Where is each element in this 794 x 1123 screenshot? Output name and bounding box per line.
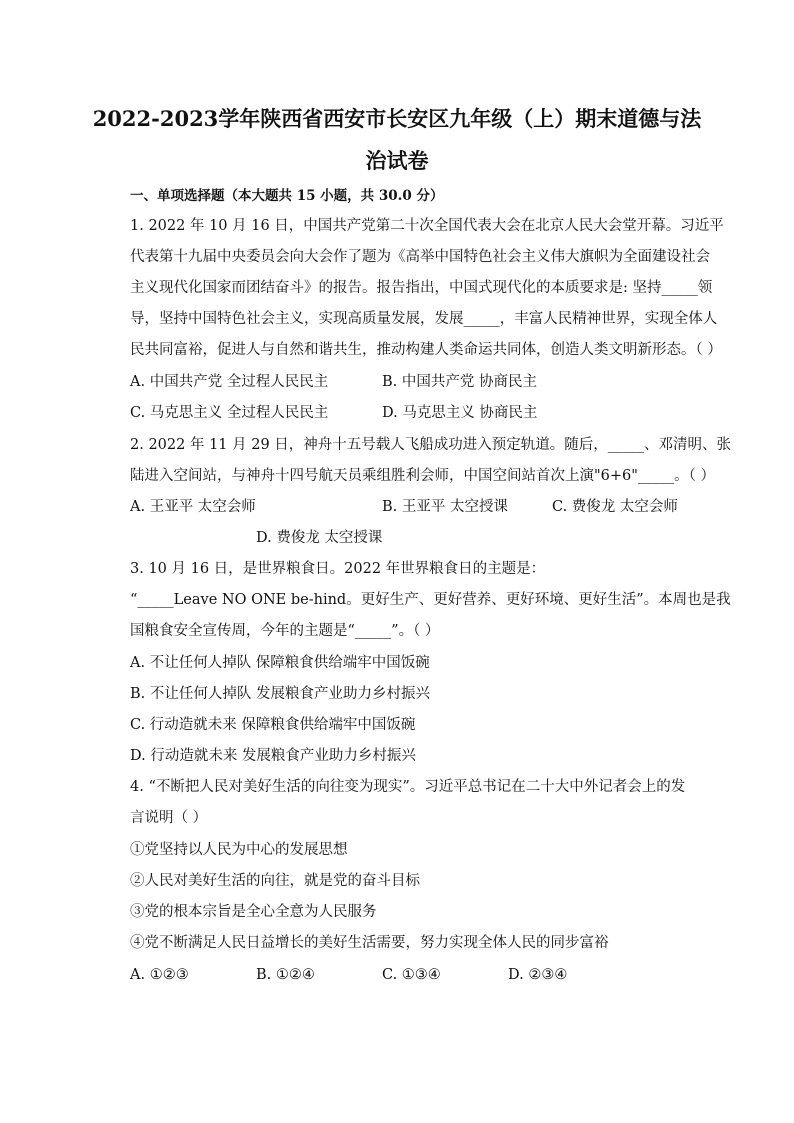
q2-option-c: C. 费俊龙 太空会师 [552, 499, 678, 515]
q3-option-b: B. 不让任何人掉队 发展粮食产业助力乡村振兴 [130, 686, 430, 702]
q2-option-d: D. 费俊龙 太空授课 [256, 530, 383, 546]
q1-option-a: A. 中国共产党 全过程人民民主 [130, 374, 329, 390]
q1-line: 主义现代化国家而团结奋斗》的报告。报告指出，中国式现代化的本质要求是: 坚持_____领 [130, 280, 713, 296]
exam-title-line1: 2022-2023学年陕西省西安市长安区九年级（上）期末道德与法 [92, 106, 702, 131]
q3-option-c: C. 行动造就未来 保障粮食供给端牢中国饭碗 [130, 717, 416, 733]
q1-line: 导，坚持中国特色社会主义，实现高质量发展，发展_____，丰富人民精神世界，实现全体人 [130, 311, 718, 327]
q4-statement: ①党坚持以人民为中心的发展思想 [130, 842, 348, 858]
q2-line: 陆进入空间站，与神舟十四号航天员乘组胜利会师，中国空间站首次上演"6+6"_____。（ ） [130, 468, 716, 484]
q1-option-b: B. 中国共产党 协商民主 [382, 374, 537, 390]
q3-line: 国粮食安全宣传周，今年的主题是“_____”。（ ） [130, 623, 440, 639]
q2-option-b: B. 王亚平 太空授课 [382, 499, 508, 515]
q4-line: 言说明（ ） [130, 810, 208, 826]
q3-option-d: D. 行动造就未来 发展粮食产业助力乡村振兴 [130, 748, 416, 764]
q4-statement: ③党的根本宗旨是全心全意为人民服务 [130, 904, 377, 920]
q4-option-b: B. ①②④ [256, 967, 315, 983]
q4-option-d: D. ②③④ [508, 967, 568, 983]
q4-option-c: C. ①③④ [382, 967, 441, 983]
exam-title-line2: 治试卷 [365, 148, 429, 173]
q1-option-d: D. 马克思主义 协商民主 [382, 405, 538, 421]
q4-statement: ④党不断满足人民日益增长的美好生活需要，努力实现全体人民的同步富裕 [130, 935, 609, 951]
q4-option-a: A. ①②③ [130, 967, 189, 983]
q1-line: 代表第十九届中央委员会向大会作了题为《高举中国特色社会主义伟大旗帜为全面建设社会 [130, 249, 710, 265]
q3-line: 3. 10 月 16 日，是世界粮食日。2022 年世界粮食日的主题是： [130, 561, 546, 577]
q2-option-a: A. 王亚平 太空会师 [130, 499, 256, 515]
q3-line: “_____Leave NO ONE be-hind。更好生产、更好营养、更好环境、更好生活”。本周也是我 [130, 592, 731, 608]
q4-statement: ②人民对美好生活的向往，就是党的奋斗目标 [130, 873, 420, 889]
q1-line: 1. 2022 年 10 月 16 日，中国共产党第二十次全国代表大会在北京人民大会堂开幕。习近平 [130, 218, 724, 234]
section-heading: 一、单项选择题（本大题共 15 小题，共 30.0 分） [130, 188, 444, 204]
q2-line: 2. 2022 年 11 月 29 日，神舟十五号载人飞船成功进入预定轨道。随后，_____、邓清明、张 [130, 437, 732, 453]
q4-line: 4. “不断把人民对美好生活的向往变为现实”。习近平总书记在二十大中外记者会上的发 [130, 779, 686, 795]
q1-line: 民共同富裕，促进人与自然和谐共生，推动构建人类命运共同体，创造人类文明新形态。（ ） [130, 342, 722, 358]
q3-option-a: A. 不让任何人掉队 保障粮食供给端牢中国饭碗 [130, 655, 430, 671]
q1-option-c: C. 马克思主义 全过程人民民主 [130, 405, 329, 421]
